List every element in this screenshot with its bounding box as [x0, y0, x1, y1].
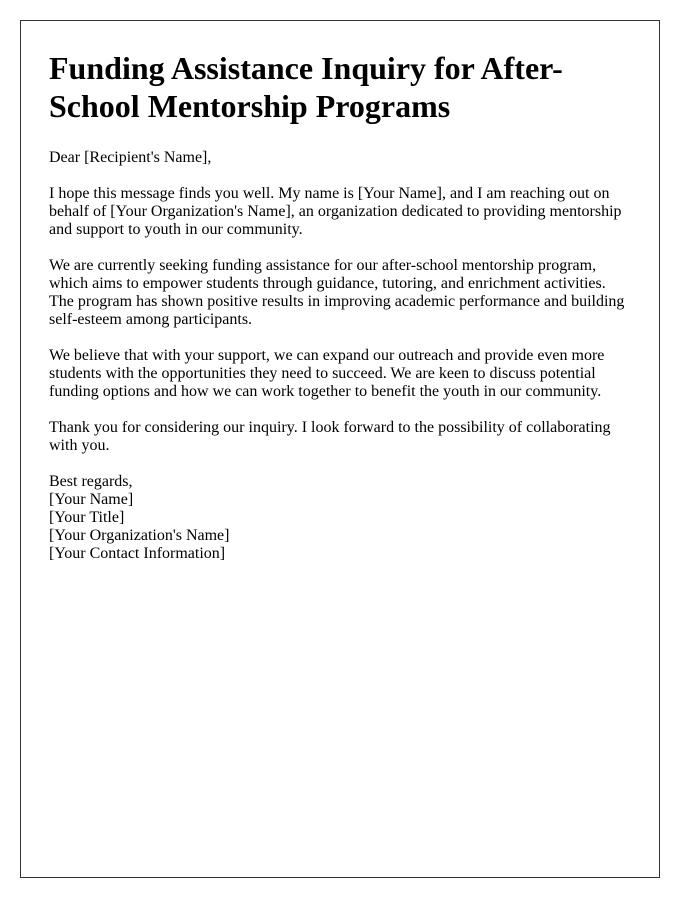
paragraph-intro: I hope this message finds you well. My name is [Your Name], and I am reaching out on behalf of [Your Organization's Name], an organization dedicated to providing mentorship and support to youth in our community.: [49, 185, 622, 238]
paragraph-thanks: Thank you for considering our inquiry. I look forward to the possibility of collaborating with you.: [49, 419, 611, 454]
letter-page: [20, 20, 660, 878]
closing: Best regards,: [49, 473, 133, 490]
signature-name: [Your Name]: [49, 491, 134, 508]
paragraph-funding-request: We are currently seeking funding assistance for our after-school mentorship program, which aims to empower students through guidance, tutoring, and enrichment activities. The program has shown positive results in improving academic performance and building self-esteem among participants.: [49, 257, 625, 328]
signature-block: [49, 473, 633, 563]
letter-content: [49, 49, 633, 563]
signature-organization: [Your Organization's Name]: [49, 527, 230, 544]
signature-title: [Your Title]: [49, 509, 125, 526]
salutation: Dear [Recipient's Name],: [49, 149, 212, 166]
letter-title: Funding Assistance Inquiry for After-School Mentorship Programs: [49, 50, 563, 124]
signature-contact: [Your Contact Information]: [49, 545, 226, 562]
paragraph-support: We believe that with your support, we can expand our outreach and provide even more students with the opportunities they need to succeed. We are keen to discuss potential funding options and how we can work together to benefit the youth in our community.: [49, 347, 605, 400]
